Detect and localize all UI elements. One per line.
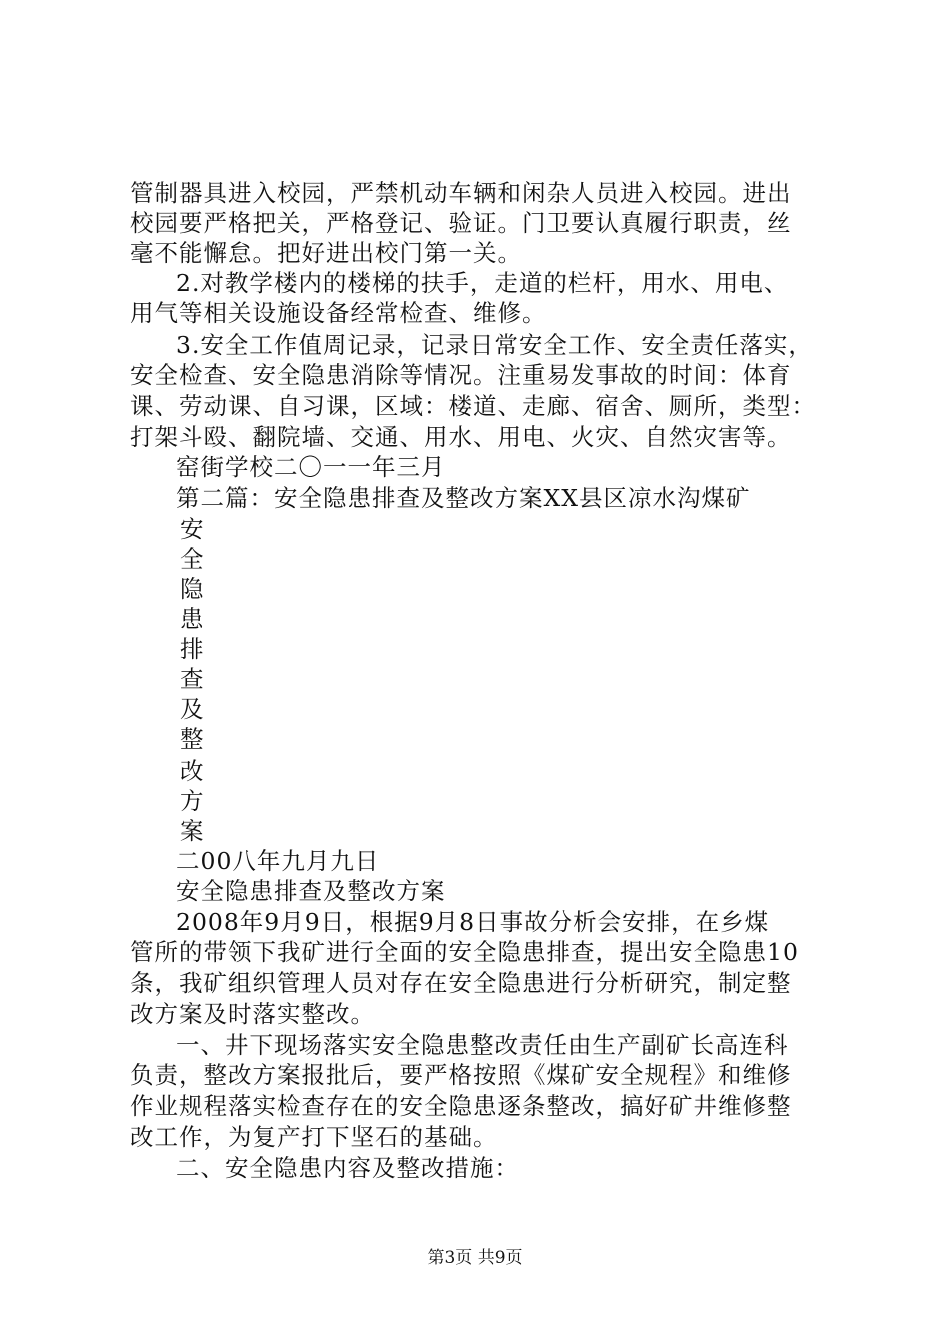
- text-line: 一、井下现场落实安全隐患整改责任由生产副矿长高连科: [176, 1031, 789, 1059]
- text-line: 3.安全工作值周记录，记录日常安全工作、安全责任落实，: [176, 331, 813, 359]
- text-line: 管所的带领下我矿进行全面的安全隐患排查，提出安全隐患10: [130, 938, 799, 966]
- vertical-title-char: 及: [180, 695, 204, 723]
- section-heading: 第二篇：安全隐患排查及整改方案XX县区凉水沟煤矿: [176, 484, 751, 512]
- text-line: 校园要严格把关，严格登记、验证。门卫要认真履行职责，丝: [130, 209, 792, 237]
- text-line: 作业规程落实检查存在的安全隐患逐条整改，搞好矿井维修整: [130, 1092, 792, 1120]
- text-line: 负责，整改方案报批后，要严格按照《煤矿安全规程》和维修: [130, 1061, 792, 1089]
- doc-title: 安全隐患排查及整改方案: [176, 877, 446, 905]
- text-line: 安全检查、安全隐患消除等情况。注重易发事故的时间：体育: [130, 361, 792, 389]
- text-line: 改方案及时落实整改。: [130, 1000, 375, 1028]
- date-line: 二00八年九月九日: [176, 847, 380, 875]
- vertical-title-char: 全: [180, 545, 204, 573]
- vertical-title-char: 改: [180, 757, 204, 785]
- text-line: 二、安全隐患内容及整改措施：: [176, 1154, 519, 1182]
- vertical-title-char: 患: [180, 605, 204, 633]
- page-footer: 第3页 共9页: [427, 1248, 523, 1268]
- text-line: 毫不能懈怠。把好进出校门第一关。: [130, 239, 522, 267]
- text-line: 2.对教学楼内的楼梯的扶手，走道的栏杆，用水、用电、: [176, 269, 789, 297]
- text-line: 打架斗殴、翻院墙、交通、用水、用电、火灾、自然灾害等。: [130, 423, 792, 451]
- vertical-title-char: 隐: [180, 575, 204, 603]
- vertical-title-char: 查: [180, 665, 204, 693]
- text-line: 改工作，为复产打下坚石的基础。: [130, 1123, 498, 1151]
- text-line: 管制器具进入校园，严禁机动车辆和闲杂人员进入校园。进出: [130, 179, 792, 207]
- text-line: 条，我矿组织管理人员对存在安全隐患进行分析研究，制定整: [130, 969, 792, 997]
- text-line: 课、劳动课、自习课，区域：楼道、走廊、宿舍、厕所，类型：: [130, 392, 816, 420]
- vertical-title-char: 安: [180, 515, 204, 543]
- text-line: 2008年9月9日，根据9月8日事故分析会安排，在乡煤: [176, 908, 770, 936]
- text-line: 用气等相关设施设备经常检查、维修。: [130, 299, 547, 327]
- vertical-title-char: 整: [180, 725, 204, 753]
- vertical-title-char: 方: [180, 787, 204, 815]
- vertical-title-char: 案: [180, 817, 204, 845]
- signature-line: 窑街学校二〇一一年三月: [176, 453, 446, 481]
- vertical-title-char: 排: [180, 635, 204, 663]
